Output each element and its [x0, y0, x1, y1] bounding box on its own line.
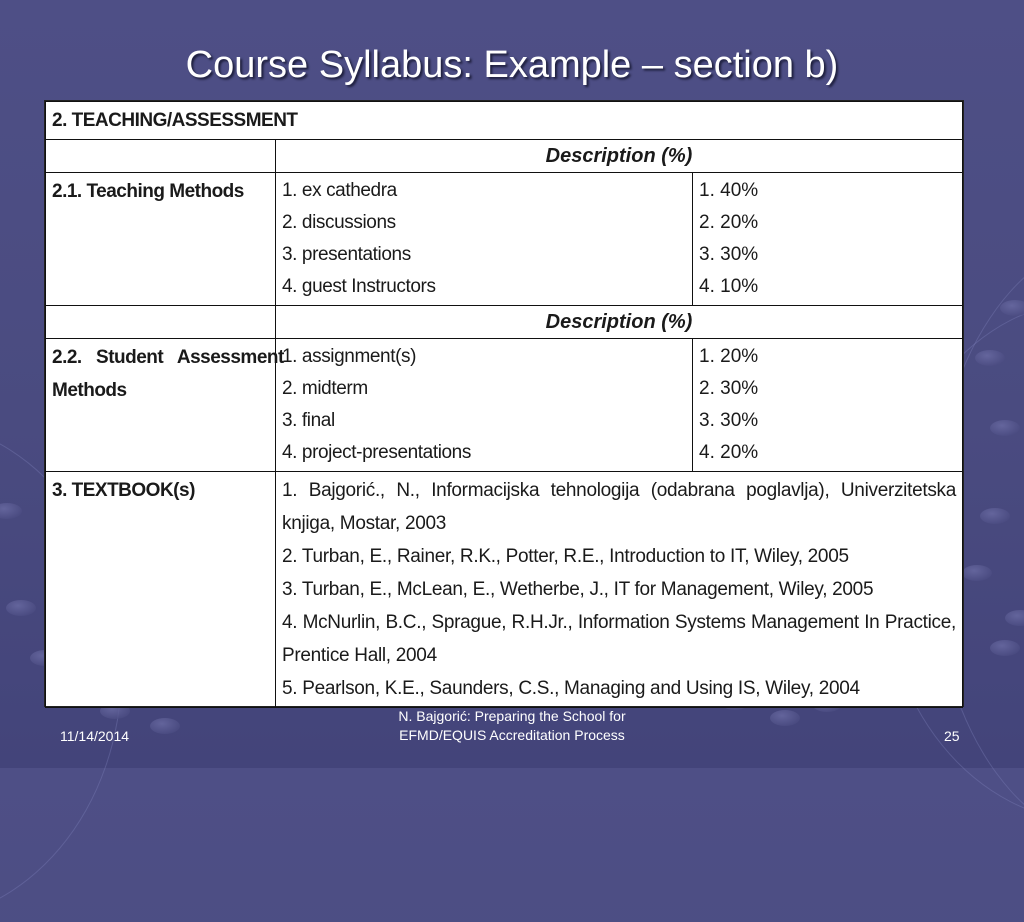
background-dot — [975, 350, 1005, 366]
list-item: 5. Pearlson, K.E., Saunders, C.S., Managing and Using IS, Wiley, 2004 — [282, 678, 860, 699]
list-item: 3. Turban, E., McLean, E., Wetherbe, J., IT for Management, Wiley, 2005 — [282, 579, 874, 600]
list-item: 2. Turban, E., Rainer, R.K., Potter, R.E., Introduction to IT, Wiley, 2005 — [282, 546, 849, 567]
teaching-methods-percents — [693, 173, 963, 306]
percent-value: 3. 30% — [699, 410, 759, 431]
list-item: 4. project-presentations — [282, 442, 471, 463]
syllabus-grid — [45, 101, 963, 708]
list-item: 4. guest Instructors — [282, 276, 436, 297]
background-dot — [980, 508, 1010, 524]
list-item: 4. McNurlin, B.C., Sprague, R.H.Jr., Information Systems Management In Practice, Prentice Hall, 2004 — [282, 612, 956, 666]
background-dot — [990, 640, 1020, 656]
footer-center — [362, 707, 662, 745]
list-item: 3. presentations — [282, 244, 411, 265]
footer-center-line: EFMD/EQUIS Accreditation Process — [399, 727, 625, 743]
background-dot — [962, 565, 992, 581]
percent-value: 4. 10% — [699, 276, 759, 297]
footer-date: 11/14/2014 — [60, 728, 130, 744]
background-dot — [770, 710, 800, 726]
empty-cell — [46, 140, 276, 173]
percent-value: 1. 20% — [699, 346, 759, 367]
syllabus-table — [44, 100, 964, 707]
percent-value: 1. 40% — [699, 180, 759, 201]
textbook-list — [276, 472, 963, 708]
percent-value: 2. 20% — [699, 212, 759, 233]
description-header: Description (%) — [276, 140, 963, 173]
list-item: 3. final — [282, 410, 335, 431]
assessment-methods-percents — [693, 339, 963, 472]
list-item: 2. midterm — [282, 378, 368, 399]
percent-value: 3. 30% — [699, 244, 759, 265]
assessment-label-line: 2.2. Student Assessment — [52, 347, 284, 368]
list-item: 1. Bajgorić., N., Informacijska tehnologija (odabrana poglavlja), Univerzitetska knjiga, Mostar, 2003 — [282, 480, 956, 534]
assessment-label-line: Methods — [52, 380, 127, 401]
slide-title: Course Syllabus: Example – section b) — [185, 44, 839, 86]
list-item: 1. assignment(s) — [282, 346, 417, 367]
background-dot — [1000, 300, 1024, 316]
assessment-methods-label — [46, 339, 284, 472]
list-item: 1. ex cathedra — [282, 180, 397, 201]
background-dot — [6, 600, 36, 616]
teaching-methods-items — [276, 173, 693, 306]
empty-cell — [46, 306, 276, 339]
section-heading: 2. TEACHING/ASSESSMENT — [46, 102, 963, 140]
assessment-methods-items — [276, 339, 693, 472]
percent-value: 2. 30% — [699, 378, 759, 399]
textbook-label: 3. TEXTBOOK(s) — [46, 472, 276, 708]
background-dot — [990, 420, 1020, 436]
background-dot — [150, 718, 180, 734]
list-item: 2. discussions — [282, 212, 396, 233]
description-header: Description (%) — [276, 306, 963, 339]
footer-center-line: N. Bajgorić: Preparing the School for — [398, 708, 626, 724]
teaching-methods-label: 2.1. Teaching Methods — [46, 173, 276, 306]
slide-number: 25 — [944, 728, 960, 744]
percent-value: 4. 20% — [699, 442, 759, 463]
